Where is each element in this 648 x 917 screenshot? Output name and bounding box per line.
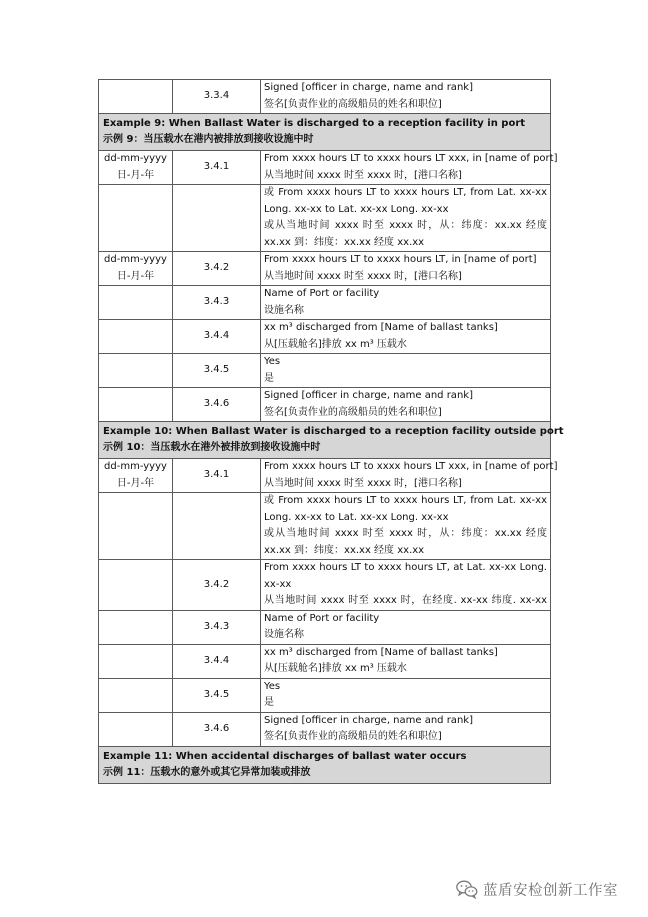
item-code: 3.4.1 bbox=[173, 459, 261, 493]
record-entry bbox=[261, 185, 551, 252]
date-cell bbox=[99, 610, 173, 644]
record-entry-line: 从当地时间 xxxx 时至 xxxx 时，[港口名称] bbox=[264, 169, 462, 181]
date-text: dd-mm-yyyy bbox=[104, 461, 167, 472]
record-entry bbox=[261, 80, 551, 114]
record-entry-line: xx m³ discharged from [Name of ballast tanks] bbox=[264, 322, 498, 333]
table-row bbox=[99, 560, 551, 611]
table-row bbox=[99, 286, 551, 320]
record-entry-line: Yes bbox=[264, 680, 281, 692]
record-entry-line: 设施名称 bbox=[264, 629, 304, 640]
record-entry-line: 或 From xxxx hours LT to xxxx hours LT, from Lat. xx-xx bbox=[264, 495, 547, 506]
record-entry bbox=[261, 151, 558, 185]
table-row bbox=[99, 712, 551, 746]
date-cell bbox=[99, 560, 173, 611]
record-entry-line: xx.xx 到：纬度：xx.xx 经度 xx.xx bbox=[264, 236, 425, 248]
example-header bbox=[99, 422, 564, 459]
table-row bbox=[99, 320, 551, 354]
record-entry-line: 是 bbox=[264, 372, 274, 384]
example-header-line: Example 10: When Ballast Water is discharged to a reception facility outside port bbox=[103, 426, 564, 437]
record-entry bbox=[261, 644, 551, 678]
date-cell bbox=[99, 286, 173, 320]
record-entry-line: 设施名称 bbox=[264, 304, 304, 316]
date-text: 日-月-年 bbox=[116, 270, 155, 282]
date-cell bbox=[99, 252, 173, 286]
date-text: dd-mm-yyyy bbox=[104, 153, 167, 164]
record-entry-line: From xxxx hours LT to xxxx hours LT xxx, in [name of port] bbox=[264, 153, 558, 164]
date-cell bbox=[99, 459, 173, 493]
date-cell bbox=[99, 354, 173, 388]
record-entry-line: From xxxx hours LT to xxxx hours LT, in [name of port] bbox=[264, 254, 537, 265]
date-cell bbox=[99, 678, 173, 712]
example-header-line: Example 11: When accidental discharges of ballast water occurs bbox=[103, 750, 467, 762]
record-entry-line: 或从当地时间 xxxx 时至 xxxx 时，从：纬度：xx.xx 经度 bbox=[264, 220, 547, 231]
record-entry bbox=[261, 560, 551, 611]
example-header-line: Example 9: When Ballast Water is discharged to a reception facility in port bbox=[103, 118, 526, 129]
record-entry-line: Yes bbox=[264, 356, 281, 367]
record-entry-line: 从当地时间 xxxx 时至 xxxx 时，在经度. xx-xx 纬度. xx-xx bbox=[264, 595, 547, 606]
record-entry bbox=[261, 320, 551, 354]
item-code: 3.4.3 bbox=[173, 286, 261, 320]
item-code: 3.4.1 bbox=[173, 151, 261, 185]
table-row bbox=[99, 185, 551, 252]
table-row bbox=[99, 459, 551, 493]
item-code: 3.4.4 bbox=[173, 644, 261, 678]
record-entry-line: 签名[负责作业的高级船员的姓名和职位] bbox=[264, 98, 442, 110]
item-code: 3.4.2 bbox=[173, 252, 261, 286]
table-row bbox=[99, 610, 551, 644]
table-row bbox=[99, 151, 551, 185]
example-header-row bbox=[99, 114, 551, 151]
record-entry-line: 从当地时间 xxxx 时至 xxxx 时，[港口名称] bbox=[264, 477, 462, 489]
wechat-icon bbox=[456, 880, 478, 899]
table-row bbox=[99, 388, 551, 422]
date-text: dd-mm-yyyy bbox=[104, 254, 167, 265]
record-entry-line: From xxxx hours LT to xxxx hours LT xxx, in [name of port] bbox=[264, 461, 558, 472]
record-entry bbox=[261, 388, 551, 422]
date-cell bbox=[99, 712, 173, 746]
date-text: 日-月-年 bbox=[116, 477, 155, 489]
watermark bbox=[456, 879, 618, 900]
date-cell bbox=[99, 151, 173, 185]
record-entry-line: 或 From xxxx hours LT to xxxx hours LT, from Lat. xx-xx bbox=[264, 187, 547, 198]
record-entry bbox=[261, 493, 551, 560]
record-entry-line: xx-xx bbox=[264, 578, 292, 590]
record-entry-line: 从[压载舱名]排放 xx m³ 压载水 bbox=[264, 663, 407, 674]
record-entry-line: 或从当地时间 xxxx 时至 xxxx 时，从：纬度：xx.xx 经度 bbox=[264, 528, 547, 539]
example-header-row bbox=[99, 422, 551, 459]
record-entry-line: 是 bbox=[264, 697, 274, 708]
item-code: 3.3.4 bbox=[173, 80, 261, 114]
record-entry bbox=[261, 459, 558, 493]
watermark-text: 蓝盾安检创新工作室 bbox=[483, 883, 618, 899]
record-entry-line: 签名[负责作业的高级船员的姓名和职位] bbox=[264, 731, 442, 742]
record-entry bbox=[261, 610, 551, 644]
record-table-body bbox=[99, 80, 564, 784]
item-code: 3.4.5 bbox=[173, 354, 261, 388]
item-code: 3.4.5 bbox=[173, 678, 261, 712]
record-entry-line: 从[压载舱名]排放 xx m³ 压载水 bbox=[264, 338, 407, 350]
record-entry-line: Signed [officer in charge, name and rank] bbox=[264, 82, 473, 93]
record-entry-line: Signed [officer in charge, name and rank] bbox=[264, 390, 473, 401]
record-entry-line: xx.xx 到：纬度：xx.xx 经度 xx.xx bbox=[264, 544, 425, 556]
table-row bbox=[99, 678, 551, 712]
date-cell bbox=[99, 185, 173, 252]
item-code bbox=[173, 493, 261, 560]
date-cell bbox=[99, 80, 173, 114]
record-entry bbox=[261, 286, 551, 320]
example-header bbox=[99, 746, 551, 783]
table-row bbox=[99, 354, 551, 388]
record-entry-line: Name of Port or facility bbox=[264, 288, 380, 299]
item-code: 3.4.4 bbox=[173, 320, 261, 354]
item-code: 3.4.6 bbox=[173, 388, 261, 422]
example-header bbox=[99, 114, 551, 151]
example-header-line: 示例 10：当压载水在港外被排放到接收设施中时 bbox=[103, 442, 321, 453]
record-entry bbox=[261, 354, 551, 388]
item-code: 3.4.6 bbox=[173, 712, 261, 746]
example-header-line: 示例 11：压载水的意外或其它异常加装或排放 bbox=[103, 766, 311, 778]
table-row bbox=[99, 80, 551, 114]
date-cell bbox=[99, 644, 173, 678]
example-header-line: 示例 9：当压载水在港内被排放到接收设施中时 bbox=[103, 134, 314, 145]
ballast-water-record-table bbox=[98, 79, 564, 784]
record-entry-line: Long. xx-xx to Lat. xx-xx Long. xx-xx bbox=[264, 511, 449, 523]
record-entry bbox=[261, 252, 551, 286]
date-text: 日-月-年 bbox=[116, 169, 155, 181]
record-entry-line: Long. xx-xx to Lat. xx-xx Long. xx-xx bbox=[264, 203, 449, 215]
record-entry-line: 签名[负责作业的高级船员的姓名和职位] bbox=[264, 406, 442, 418]
table-row bbox=[99, 644, 551, 678]
example-header-row bbox=[99, 746, 551, 783]
record-entry bbox=[261, 712, 551, 746]
item-code: 3.4.3 bbox=[173, 610, 261, 644]
item-code bbox=[173, 185, 261, 252]
record-entry-line: Name of Port or facility bbox=[264, 612, 380, 624]
date-cell bbox=[99, 493, 173, 560]
record-entry-line: Signed [officer in charge, name and rank] bbox=[264, 714, 473, 726]
record-entry-line: 从当地时间 xxxx 时至 xxxx 时，[港口名称] bbox=[264, 270, 462, 282]
item-code: 3.4.2 bbox=[173, 560, 261, 611]
date-cell bbox=[99, 388, 173, 422]
record-entry-line: xx m³ discharged from [Name of ballast tanks] bbox=[264, 646, 498, 658]
date-cell bbox=[99, 320, 173, 354]
record-entry-line: From xxxx hours LT to xxxx hours LT, at Lat. xx-xx Long. bbox=[264, 562, 547, 573]
table-row bbox=[99, 252, 551, 286]
record-entry bbox=[261, 678, 551, 712]
table-row bbox=[99, 493, 551, 560]
